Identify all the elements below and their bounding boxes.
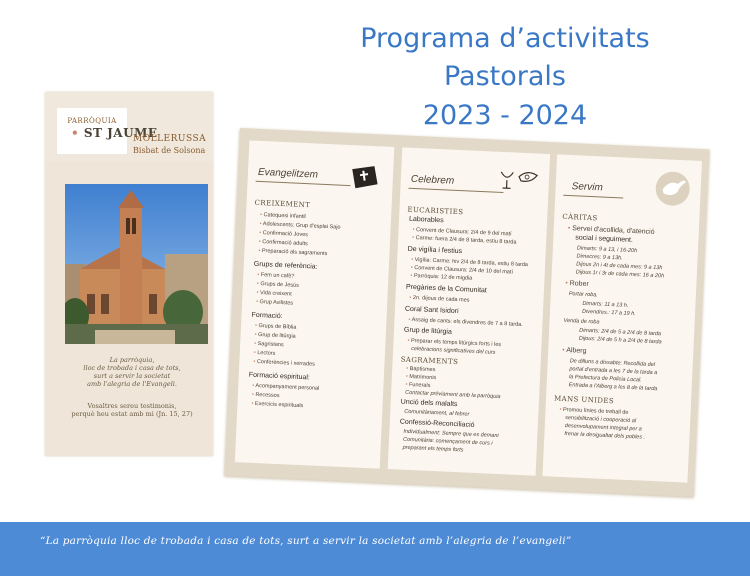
list-item: • Confirmació Joves [259, 230, 308, 238]
town-name: MOLLERUSSA [133, 134, 207, 144]
list-item-cont: frenar la desigualtat dels pobles . [564, 431, 646, 441]
list-item: • Exercicis espirituals [251, 401, 303, 409]
chalice-icon [496, 166, 543, 196]
list-item: • Grups de Jesús [257, 281, 299, 289]
list-item: • Preparar els temps litúrgics forts i les [407, 338, 501, 348]
list-item: Dimarts: 9 a 13, i 16-20h [576, 245, 638, 255]
confessio-note: Comunitària: començament de curs i [402, 436, 493, 447]
pregaries-title: Pregàries de la Comunitat [405, 283, 487, 295]
panel-heading: Evangelitzem [257, 166, 319, 181]
list-item: • Assaig de cants: els divendres de 7 a 8 tarda. [408, 317, 523, 328]
panel-servim [543, 154, 702, 482]
list-item: • Promou línies de treball de [559, 407, 628, 416]
list-item: Dijous: 2/4 de 5 h a 2/4 de 8 tarda [578, 335, 662, 346]
list-item: • Adolescents: Grup d'esplai Sajo [260, 221, 341, 231]
panel-heading: Celebrem [410, 173, 455, 187]
scripture-line: Vosaltres sereu testimonis, [87, 402, 177, 410]
cover-header [45, 92, 213, 162]
list-item: • Convent de Clausura: 2/4 de 10 del matí [411, 265, 513, 276]
coral-title: Coral Sant Isidori [404, 305, 459, 316]
list-item: • Funerals [405, 382, 430, 389]
servei-title-cont: social i seguiment. [575, 234, 634, 244]
motto-line: surt a servir la societat [93, 372, 171, 380]
title-line-3: 2023 - 2024 [422, 100, 588, 131]
confessio-title: Confessió-Reconciliació [399, 418, 475, 429]
category-sagraments: SAGRAMENTS [400, 355, 459, 367]
brochure-cover [45, 92, 213, 456]
list-item: • Catequesi infantil [260, 212, 306, 220]
scripture-line: perquè heu estat amb mi (Jn. 15, 27) [71, 410, 193, 418]
list-item: • Lectors [254, 350, 276, 357]
list-item: • Grup Avilistes [256, 299, 293, 307]
list-item: • Parròquia: 12 de migdia [410, 273, 472, 282]
liturgia-title: Grup de litúrgia [403, 326, 452, 336]
list-item: Dijous 2n i 4t de cada mes: 9 a 13h [576, 261, 663, 272]
panel-heading: Servim [571, 181, 604, 194]
alberg-title: • Alberg [562, 347, 587, 355]
brochure-trifold [224, 128, 709, 497]
list-item: • Fem un cafè? [257, 272, 294, 280]
category-creixement: CREIXEMENT [254, 198, 311, 210]
heading-divider [563, 195, 623, 199]
category-caritas: CÀRITAS [562, 212, 598, 223]
venda-title: Venda de roba [563, 317, 600, 326]
heading-divider [408, 188, 503, 193]
list-item: la Prefectura de Policia Local. [568, 374, 642, 384]
grups-title: Grups de referència: [253, 260, 318, 271]
servei-title: • Servei d'acollida, d'atenció [568, 225, 655, 236]
category-mans-unides: MANS UNIDES [553, 394, 615, 406]
sagraments-note: Contactar prèviament amb la parròquia [405, 389, 501, 401]
list-item: Divendres.: 17 a 19 h. [581, 308, 636, 318]
list-item: • Matrimonis [406, 374, 437, 381]
portar-title: Portar roba. [568, 291, 598, 299]
list-item: • Convent de Clausura: 2/4 de 9 del matí [412, 227, 511, 237]
list-item: portal d'entrada a les 7 de la tarda a [569, 366, 658, 377]
bible-icon [347, 163, 382, 193]
list-item-cont: celebracions significatives del curs [411, 345, 496, 356]
list-item: • Confirmació adults [259, 239, 308, 247]
list-item: Entrada a l'Alberg a les 8 de la tarda [568, 382, 658, 393]
bisbat-name: Bisbat de Solsona [133, 146, 206, 155]
dove-icon [653, 169, 693, 209]
list-item: • Preparació als sagraments [258, 248, 327, 257]
vigilia-title: De vigília i festius [407, 245, 463, 256]
motto-line: amb l'alegria de l'Evangeli. [87, 380, 177, 388]
motto-line: lloc de trobada i casa de tots, [83, 364, 181, 372]
list-item-cont: sensibilització i cooperació al [565, 415, 637, 425]
panel-evangelitzem [235, 140, 394, 468]
unccio-title: Unció dels malalts [400, 398, 458, 409]
list-item: • Acompanyament personal [252, 383, 319, 392]
cover-motto [57, 356, 207, 388]
list-item: • Vida creixent [256, 290, 291, 298]
list-item: Dimarts: 2/4 de 5 a 2/4 de 8 tarda [579, 327, 662, 338]
list-item: • Grup de litúrgia [254, 332, 295, 340]
list-item: • 2n. dijous de cada mes [409, 295, 469, 304]
unccio-note: Comunitàriament, al febrer [404, 408, 470, 418]
motto-line: La parròquia, [109, 356, 155, 364]
list-item: • Grups de Bíblia [255, 323, 297, 331]
parish-logo [57, 108, 158, 154]
church-photo [65, 184, 208, 344]
title-line-1: Programa d’activitats [360, 23, 650, 54]
title-line-2: Pastorals [443, 61, 566, 92]
list-item: De dilluns a dissabte: Recollida del [569, 358, 656, 369]
heading-divider [256, 181, 351, 186]
list-item: • Recessos [252, 392, 280, 399]
list-item: • Carme: fuera 2/4 de 8 tarda, estiu 8 tarda [412, 235, 517, 246]
espiritual-title: Formació espiritual: [248, 371, 310, 382]
list-item: • Sagristans [254, 341, 284, 348]
category-eucaristies: EUCARISTIES [407, 205, 464, 217]
confessio-note: preparant els temps forts [402, 444, 464, 454]
list-item: Dimarts: 11 a 13 h. [582, 300, 629, 309]
confessio-note: Individualment: Sempre que es demani [403, 428, 499, 440]
page-title [340, 20, 670, 136]
cover-scripture [57, 402, 207, 418]
list-item: Dimecres: 9 a 13h. [576, 253, 623, 262]
laborables-title: Laborables [408, 215, 444, 225]
logo-st-jaume: • ST JAUME [71, 126, 158, 140]
list-item-cont: desenvolupament integral per a [564, 423, 642, 433]
banner-quote: “La parròquia lloc de trobada i casa de tots, surt a servir la societat amb l’alegria de l’evangeli” [40, 535, 572, 547]
list-item: • Conferències i xerrades [253, 359, 315, 368]
list-item: • Vigília: Carme: hiv 2/4 de 8 tarda, estiu 8 tarda [411, 257, 528, 268]
list-item: Dijous 1r i 3r de cada mes: 16 a 20h [575, 269, 665, 280]
quote-banner [0, 522, 750, 576]
rober-title: • Rober [565, 280, 589, 288]
list-item: • Baptismes [406, 366, 435, 373]
formacio-title: Formació: [251, 311, 283, 321]
panel-celebrem [388, 147, 550, 475]
logo-parroquia: PARRÒQUIA [67, 117, 117, 125]
